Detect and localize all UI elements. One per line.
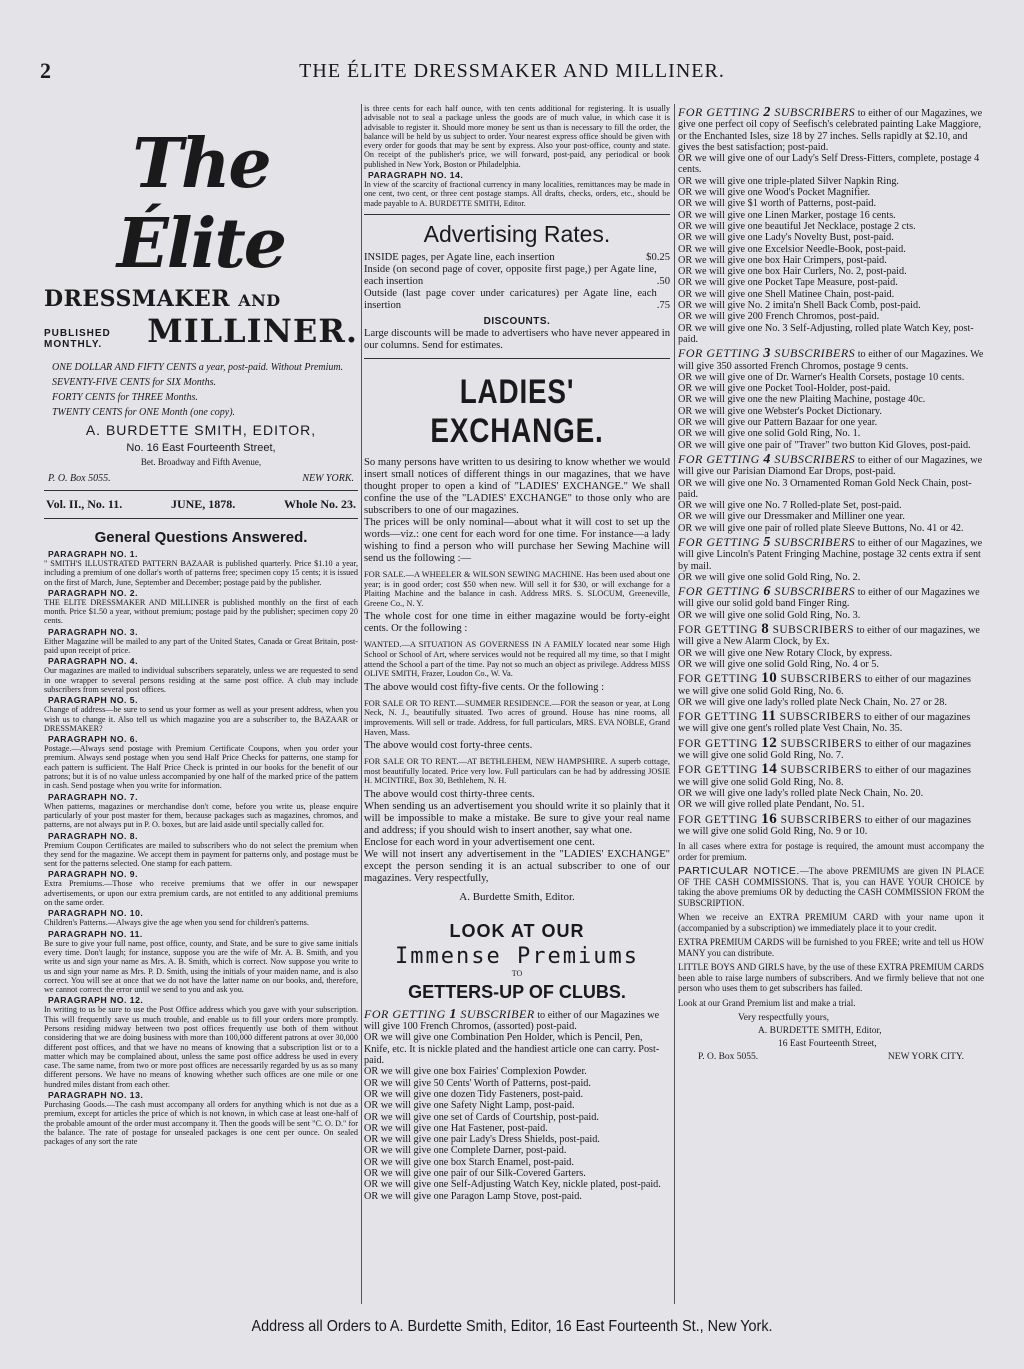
running-header (40, 58, 984, 88)
rate-label: Outside (last page cover under caricatures) per Agate line, each insertion (364, 287, 657, 311)
premium-item: OR we will give one solid Gold Ring, No. 2. (678, 571, 861, 583)
tier-head-text: FOR GETTING (364, 1006, 446, 1021)
exchange-prices: The prices will be only nominal—about what it will cost to set up the words—viz.: one cent for each word for one time. For instance—a lady wishing to find a person who will purchase her Sewing Machine will send us the following :— (364, 516, 670, 564)
discounts-text: Large discounts will be made to advertisers who have never appeared in our columns. Send for estimates. (364, 327, 670, 351)
paragraph-text: In writing to us be sure to use the Post Office address which you gave with your subscription. This will frequently save us much trouble, and enable us to fill your orders more promptly. Persons residing midway between two post offices frequently use both of them without considering that we are doing business with more than 100,000 different patrons at over 30,000 different post offices, and that we have no means of knowing that a subscription list or to a matter which may be complained about, unless the same post office address be used in every case. The same name, from two or more post offices are necessarily regarded by us as so many different persons. We have no means of knowing whether such offices are one mile or one hundred miles distant from each other. (44, 1005, 358, 1089)
tier-number: 14 (761, 761, 778, 778)
tier-items (678, 788, 984, 811)
closing-line: A. BURDETTE SMITH, Editor, (758, 1026, 882, 1037)
footer-address: Address all Orders to A. Burdette Smith, Editor, 16 East Fourteenth St., New York. (251, 1318, 773, 1335)
tier-head-text: FOR GETTING (678, 534, 760, 549)
tier-head-text: FOR GETTING (678, 624, 758, 637)
premium-item: OR we will give one Paragon Lamp Stove, post-paid. (364, 1190, 582, 1202)
paragraph-head: PARAGRAPH NO. 11. (48, 928, 143, 939)
tier-head (678, 105, 855, 119)
premium-item: OR we will give one dozen Tidy Fasteners, post-paid. (364, 1088, 584, 1100)
closing-city: NEW YORK CITY. (887, 1052, 964, 1063)
premium-item: OR we will give 50 Cents' Worth of Patterns, post-paid. (364, 1077, 591, 1089)
tier-word: SUBSCRIBERS (779, 711, 862, 724)
closing-block (678, 1012, 984, 1064)
tier-items (678, 648, 984, 671)
sample-ad: FOR SALE OR TO RENT.—SUMMER RESIDENCE.—FOR the season or year, at Long Neck, N. J., beautifully situated. Two acres of ground. House has nine rooms, all improvements. Will sell or trade. Address, for full particulars, MRS. EVA NOBLE, Grand Haven, Mass. (364, 698, 670, 737)
masthead-dressmaker (44, 286, 358, 312)
paragraph-head: PARAGRAPH NO. 12. (48, 995, 144, 1006)
tier-lead-text: to either of our Magazines, we will give our Parisian Diamond Ear Drops, post-paid. (678, 454, 983, 478)
paragraph-head: PARAGRAPH NO. 5. (48, 695, 138, 706)
divider (44, 518, 358, 519)
questions-title: General Questions Answered. (94, 529, 308, 546)
tier-lead-text: to either of our Magazines we will give our solid gold band Finger Ring. (678, 587, 980, 610)
paragraph-text: Extra Premiums.—Those who receive premiums that we offer in our newspaper advertisements, or upon our extra premium cards, are not entitled to any additional premiums on the same order. (44, 879, 358, 908)
premium-item: OR we will give one Complete Darner, post-paid. (364, 1145, 567, 1157)
premium-item: OR we will give one Shell Matinee Chain, post-paid. (678, 288, 895, 300)
editor-name: A. BURDETTE SMITH, EDITOR, (85, 422, 317, 438)
premium-item: OR we will give one triple-plated Silver Napkin Ring. (678, 175, 899, 187)
premium-item: OR we will give one solid Gold Ring, No. 3. (678, 609, 861, 621)
premium-item: OR we will give one lady's rolled plate Neck Chain, No. 27 or 28. (678, 696, 947, 708)
premium-item: OR we will give one solid Gold Ring, No. 4 or 5. (678, 658, 879, 670)
notice-head: PARTICULAR NOTICE. (678, 865, 800, 878)
column-rule (361, 104, 362, 1304)
address-between: Bet. Broadway and Fifth Avenue, (140, 457, 262, 467)
tier-lead-text: to either of our magazines we will give one solid Gold Ring, No. 8. (678, 765, 971, 788)
premium-item: OR we will give one Pocket Tool-Holder, post-paid. (678, 383, 891, 395)
premium-item: OR we will give one solid Gold Ring, No. 1. (678, 428, 861, 440)
paragraph-head: PARAGRAPH NO. 13. (48, 1090, 144, 1101)
all-cases-note: In all cases where extra for postage is required, the amount must accompany the order for premium. (678, 841, 984, 862)
tier-number: 12 (761, 734, 778, 751)
issue-line (44, 497, 358, 512)
extra-note: Look at our Grand Premium list and make a trial. (678, 997, 856, 1008)
premium-item: OR we will give one New Rotary Clock, by express. (678, 647, 893, 659)
paragraph-head: PARAGRAPH NO. 3. (48, 626, 138, 637)
extra-note: When we receive an EXTRA PREMIUM CARD with your name upon it (accompanied by a subscription) we immediately place it to your credit. (678, 912, 984, 933)
tier-lead-text: to either of our Magazines, we give one perfect oil copy of Seefisch's celebrated painting Lake Maggiore, or the Enchanted Isles, size 18 by 27 inches. Sells rapidly at $2.10, and gives the best satisfaction; post-paid. (678, 108, 983, 153)
tier-head-text: FOR GETTING (678, 711, 758, 724)
premium-item: OR we will give 200 French Chromos, post-paid. (678, 311, 880, 323)
tier-head-text: FOR GETTING (678, 451, 760, 466)
closing-line: 16 East Fourteenth Street, (778, 1039, 877, 1050)
masthead-logo: The Élite (116, 124, 286, 284)
paragraph-text: In view of the scarcity of fractional currency in many localities, remittances may be made in one cent, two cent, or three cent postage stamps. All drafts, checks, orders, etc., should be made payable to A. BURDETTE SMITH, Editor. (364, 180, 670, 208)
price-line: ONE DOLLAR AND FIFTY CENTS a year, post-paid. Without Premium. (52, 362, 344, 373)
paragraph-head: PARAGRAPH NO. 2. (48, 587, 138, 598)
premium-item: OR we will give one Webster's Pocket Dictionary. (678, 405, 882, 417)
premium-tier (364, 1006, 670, 1202)
exchange-closing: When sending us an advertisement you should write it so plainly that it will be impossible to make a mistake. Be sure to give your real name and address; if you should wish to insert another, say what one. (364, 800, 670, 836)
rate-price: $0.25 (646, 251, 670, 263)
tier-word: SUBSCRIBERS (780, 813, 863, 826)
getters-heading: GETTERS-UP OF CLUBS. (408, 981, 626, 1002)
premium-tier (678, 348, 984, 451)
rate-price: .50 (656, 275, 670, 287)
dressmaker-word: DRESSMAKER (44, 286, 231, 312)
ad-cost: The whole cost for one time in either magazine would be forty-eight cents. Or the following : (364, 611, 670, 635)
tier-lead (678, 348, 984, 372)
premium-tier (678, 761, 984, 811)
paragraph-text: When patterns, magazines or merchandise don't come, before you write us, please enquire particularly of your post master for them, because packages such as magazines, chromos, and patterns, are not always put in P. O. boxes, but are laid aside until specially called for. (44, 801, 358, 830)
tier-lead (678, 670, 984, 697)
divider (44, 490, 358, 491)
masthead (44, 124, 358, 484)
tier-number: 16 (761, 810, 778, 827)
tier-items (678, 572, 984, 583)
notice-text: —The above PREMIUMS are given IN PLACE OF THE CASH COMMISSIONS. That is, you can HAVE YOUR CHOICE by taking the above premiums OR by deducting the CASH COMMISSION FROM the SUBSCRIPTION. (678, 866, 984, 908)
sample-ad: FOR SALE OR TO RENT.—AT BETHLEHEM, NEW HAMPSHIRE. A superb cottage, most beautifully located. Price very low. Full particulars can be had by addressing JOSIE H. MCINTIRE, Box 30, Bethlehem, N. H. (364, 757, 670, 786)
tier-number: 1 (449, 1006, 457, 1022)
premium-tier (678, 734, 984, 762)
tier-word: SUBSCRIBERS (774, 584, 856, 599)
tier-items (678, 153, 984, 345)
exchange-title: LADIES' EXCHANGE. (430, 372, 604, 450)
subscription-prices (44, 360, 358, 420)
masthead-milliner: MILLINER. (147, 312, 358, 350)
paragraph-head: PARAGRAPH NO. 14. (368, 170, 464, 181)
tier-items (364, 1032, 670, 1201)
issue-date: JUNE, 1878. (170, 497, 236, 511)
rate-label: INSIDE pages, per Agate line, each insertion (364, 251, 555, 263)
premium-tier (678, 586, 984, 621)
tier-head (678, 452, 855, 466)
paragraph-text: Our magazines are mailed to individual subscribers separately, unless we are requested to send in one wrapper to several persons residing at the same post office. A club may include subscribers from several post offices. (44, 666, 358, 694)
extra-note: EXTRA PREMIUM CARDS will be furnished to you FREE; write and tell us HOW MANY you can distribute. (678, 937, 984, 958)
column-3 (678, 104, 984, 1314)
tier-head-text: FOR GETTING (678, 346, 760, 361)
tier-items (678, 697, 984, 708)
price-line: SEVENTY-FIVE CENTS for SIX Months. (52, 377, 216, 388)
premium-tier (678, 534, 984, 583)
ad-cost: The above would cost fifty-five cents. Or the following : (364, 681, 605, 693)
tier-lead-text: to either of our magazines we will give one solid Gold Ring, No. 9 or 10. (678, 814, 971, 837)
paragraph-head: PARAGRAPH NO. 6. (48, 734, 138, 745)
premium-item: OR we will give one lady's rolled plate Neck Chain, No. 20. (678, 787, 924, 799)
tier-number: 10 (761, 670, 778, 687)
tier-head-text: FOR GETTING (678, 673, 758, 686)
premium-item: OR we will give one Lady's Novelty Bust, post-paid. (678, 232, 894, 244)
tier-word: SUBSCRIBERS (780, 673, 863, 686)
paragraph-text: Children's Patterns.—Always give the age when you send for children's patterns. (44, 918, 309, 928)
monthly-word: MONTHLY. (44, 339, 103, 350)
tier-lead-text: to either of our Magazines, we will give Lincoln's Patent Fringing Machine, postage 32 cents extra if sent by mail. (678, 537, 983, 572)
tier-lead-text: to either of our magazines, we will give a New Alarm Clock, by Ex. (678, 625, 980, 648)
ad-cost: The above would cost forty-three cents. (364, 740, 533, 752)
po-box-line (44, 473, 358, 484)
tier-head (678, 584, 855, 598)
paragraph-head: PARAGRAPH NO. 9. (48, 869, 138, 880)
paragraph-text: Change of address—be sure to send us your former as well as your present address, when you wish us to change it. Also tell us which magazine you are a subscriber to, the BAZAAR or DRESSMAKER? (44, 705, 358, 733)
immense-heading: Immense Premiums (395, 943, 639, 969)
issue-volume: Vol. II., No. 11. (46, 497, 123, 511)
premium-item: OR we will give one of our Lady's Self Dress-Fitters, complete, postage 4 cents. (678, 153, 980, 176)
advertising-title: Advertising Rates. (423, 220, 611, 247)
to-heading: TO (511, 968, 523, 978)
premium-item: OR we will give one Hat Fastener, post-paid. (364, 1122, 548, 1134)
tier-lead-text: to either of our magazines we will give one solid Gold Ring, No. 7. (678, 738, 971, 762)
continued-text: is three cents for each half ounce, with ten cents additional for registering. It is usually advisable not to seal a package unless the goods are of much value, in which case it is advisable to register it. Should more money be sent us than is necessary to fill the order, the balance will be held by us subject to order. Your nearest express office should be given with every order for goods that may be sent by express. Also your post-office, county and state. On receipt of the publisher's price, we will forward, post-paid, any periodical or book published in New York, Boston or Philadelphia. (364, 104, 670, 169)
tier-word: SUBSCRIBERS (780, 764, 863, 777)
rate-label: Inside (on second page of cover, opposite first page,) per Agate line, each insertion (364, 263, 657, 287)
published-monthly (44, 328, 111, 350)
premium-item: OR we will give one Self-Adjusting Watch Key, nickle plated, post-paid. (364, 1179, 661, 1191)
rate-price: .75 (656, 299, 670, 311)
tier-lead (678, 734, 984, 762)
tier-lead (364, 1006, 670, 1033)
tier-lead-text: to either of our magazines we will give one gent's rolled plate Vest Chain, No. 35. (678, 712, 971, 735)
premium-item: OR we will give rolled plate Pendant, No. 51. (678, 799, 865, 811)
tier-lead (678, 534, 984, 572)
tier-items (678, 372, 984, 451)
premium-item: OR we will give one beautiful Jet Necklace, postage 2 cts. (678, 220, 916, 232)
premium-item: OR we will give one pair of "Traver" two button Kid Gloves, post-paid. (678, 439, 971, 451)
tier-word: SUBSCRIBERS (774, 534, 856, 549)
premium-item: OR we will give one Safety Night Lamp, post-paid. (364, 1100, 575, 1112)
look-heading: LOOK AT OUR (449, 920, 585, 941)
premium-item: OR we will give our Pattern Bazaar for one year. (678, 417, 878, 429)
tier-head (678, 535, 855, 549)
published-word: PUBLISHED (44, 328, 111, 339)
premium-item: OR we will give one the new Plaiting Machine, postage 40c. (678, 394, 926, 406)
price-line: TWENTY CENTS for ONE Month (one copy). (52, 407, 236, 418)
sample-ad: WANTED.—A SITUATION AS GOVERNESS IN A FAMILY located near some High School or School of Art, where services would not be required all my time, so that I might attend the School a part of the time. Pay not so much an object as privilege. Address MISS OLIVE SMITH, Frazer, Loudon Co., W. Va. (364, 640, 670, 679)
premium-item: OR we will give one box Hair Crimpers, post-paid. (678, 254, 887, 266)
premium-tier (678, 670, 984, 708)
tier-lead (678, 761, 984, 788)
column-rule (674, 104, 675, 1304)
rate-row (364, 264, 670, 288)
paragraph-text: THE ELITE DRESSMAKER AND MILLINER is published monthly on the first of each month. Price $1.50 a year, without premium; postage paid by the publisher; specimen copy 20 cents. (44, 597, 358, 626)
tier-head (678, 346, 855, 360)
premium-item: OR we will give one set of Cards of Courtship, post-paid. (364, 1111, 599, 1123)
tier-head (678, 621, 855, 638)
ad-cost: The above would cost thirty-three cents. (364, 788, 535, 800)
paragraph-text: Postage.—Always send postage with Premium Certificate Coupons, when you order your premium. Always send postage when you send Half Price Checks for patterns, one stamp for each pattern is sufficient. The Half Price Check is printed in our books for the benefit of our patrons; but it is of no value unless accompanied by one half of the marked price of the pattern in cash. Send postage when you write for information. (44, 744, 358, 791)
tier-head (678, 670, 863, 687)
paragraph-head: PARAGRAPH NO. 8. (48, 830, 138, 841)
tier-word: SUBSCRIBERS (774, 346, 856, 361)
premium-item: OR we will give one Pocket Tape Measure, post-paid. (678, 277, 898, 289)
premium-item: OR we will give one pair of our Silk-Covered Garters. (364, 1168, 586, 1180)
premium-item: OR we will give one Wood's Pocket Magnifier. (678, 187, 871, 199)
column-1 (44, 104, 358, 1314)
tier-word: SUBSCRIBER (460, 1006, 535, 1021)
sample-ad: FOR SALE.—A WHEELER & WILSON SEWING MACHINE. Has been used about one year; is in good order; cost $50 when new. Will sell it for $30, or will exchange for a Plaiting Machine and the balance in cash. Address MRS. S. SLOCUM, Greeneville, Greene Co., N. Y. (364, 569, 670, 608)
closing-po-line (678, 1051, 984, 1064)
masthead-row (44, 312, 358, 350)
city: NEW YORK. (302, 473, 354, 484)
closing-line: Very respectfully yours, (738, 1013, 830, 1024)
premium-item: OR we will give one of Dr. Warner's Health Corsets, postage 10 cents. (678, 371, 965, 383)
tier-lead (678, 810, 984, 838)
divider (364, 214, 670, 215)
tier-number: 4 (763, 451, 771, 467)
premium-tier (678, 708, 984, 735)
premium-tier (678, 621, 984, 670)
paragraph-head: PARAGRAPH NO. 1. (48, 549, 138, 559)
particular-notice (678, 866, 984, 908)
tier-head-text: FOR GETTING (678, 584, 760, 599)
rate-row (364, 252, 670, 264)
exchange-signature: A. Burdette Smith, Editor. (459, 890, 575, 903)
divider (364, 358, 670, 359)
tier-head (678, 761, 863, 778)
tier-word: SUBSCRIBERS (772, 624, 855, 637)
premium-tier (678, 107, 984, 345)
paragraph-text: Either Magazine will be mailed to any part of the United States, Canada or Great Britain, post-paid upon receipt of price. (44, 636, 358, 656)
tier-number: 2 (763, 105, 771, 120)
tier-lead (678, 621, 984, 648)
rates-table (364, 252, 670, 312)
editor-address: No. 16 East Fourteenth Street, (126, 442, 276, 454)
tier-head-text: FOR GETTING (678, 105, 760, 119)
discounts-title: DISCOUNTS. (483, 315, 551, 327)
premium-item: OR we will give No. 2 imita'n Shell Back Comb, post-paid. (678, 300, 921, 312)
tier-head-text: FOR GETTING (678, 737, 758, 750)
paragraph-text: " SMITH'S ILLUSTRATED PATTERN BAZAAR is published quarterly. Price $1.10 a year, including a premium of one dollar's worth of patterns free; specimen copy 15 cents; it is issued on the first of March, June, September and December; postage paid by the publisher. (44, 559, 358, 587)
tier-number: 11 (761, 708, 777, 725)
tier-head-text: FOR GETTING (678, 813, 758, 826)
exchange-closing: We will not insert any advertisement in the "LADIES' EXCHANGE" except the person sending it is an actual subscriber to one of our magazines. Very respectfully, (364, 848, 670, 884)
issue-whole: Whole No. 23. (284, 497, 356, 511)
premium-item: OR we will give our Dressmaker and Milliner one year. (678, 511, 905, 523)
po-box: P. O. Box 5055. (48, 473, 111, 484)
tier-lead-text: to either of our magazines we will give one solid Gold Ring, No. 6. (678, 674, 971, 697)
extra-note: LITTLE BOYS AND GIRLS have, by the use of these EXTRA PREMIUM CARDS been able to raise large numbers of subscribers. And we firmly believe that not one person who uses them to get subscribers has failed. (678, 962, 984, 994)
premium-tier (678, 810, 984, 838)
paragraph-head: PARAGRAPH NO. 10. (48, 908, 144, 919)
tier-word: SUBSCRIBERS (774, 451, 856, 466)
premium-item: OR we will give one No. 3 Ornamented Roman Gold Neck Chain, post-paid. (678, 477, 972, 500)
premium-item: OR we will give one box Fairies' Complexion Powder. (364, 1066, 587, 1078)
exchange-intro: So many persons have written to us desiring to know whether we would insert small notices of different things in our magazines, that we have thought proper to open a kind of "LADIES' EXCHANGE." We shall confine the use of the "LADIES' EXCHANGE" to those only who are subscribers to one of our magazines. (364, 456, 670, 516)
tier-head (678, 810, 863, 827)
tier-head (364, 1007, 535, 1021)
premium-item: OR we will give one pair Lady's Dress Shields, post-paid. (364, 1134, 600, 1146)
exchange-closing: Enclose for each word in your advertisement one cent. (364, 836, 595, 848)
tier-number: 6 (763, 584, 771, 600)
premium-item: OR we will give one No. 7 Rolled-plate Set, post-paid. (678, 500, 902, 512)
premium-item: OR we will give one pair of rolled plate Sleeve Buttons, No. 41 or 42. (678, 522, 964, 534)
paragraph-head: PARAGRAPH NO. 4. (48, 656, 138, 667)
questions-list (44, 549, 358, 1147)
tier-word: SUBSCRIBERS (774, 105, 856, 119)
tier-lead (678, 451, 984, 478)
premium-item: OR we will give one Linen Marker, postage 16 cents. (678, 209, 896, 221)
premium-item: OR we will give one box Starch Enamel, post-paid. (364, 1156, 574, 1168)
paragraph-text: Be sure to give your full name, post office, county, and State, and be sure to give same initials every time. Don't laugh; for instance, suppose you are the wife of Mr. A. B. Smith, and you write us and sign your name as Mrs. A. B. Smith, which is correct. Now suppose you write to us and sign your name as Mrs. P. D. Smith, using the initials of your maiden name, and is also correct. You will see at once that we do not have the latter name on our books, and, therefore, we cannot correct the error until we send to you and ask you. (44, 938, 358, 995)
tier-head (678, 708, 862, 725)
tier-number: 5 (763, 534, 771, 550)
premium-item: OR we will give one Excelsior Needle-Book, post-paid. (678, 243, 906, 255)
premium-item: OR we will give one box Hair Curlers, No. 2, post-paid. (678, 266, 907, 278)
premium-item: OR we will give one No. 3 Self-Adjusting, rolled plate Watch Key, post-paid. (678, 322, 974, 345)
tier-number: 8 (761, 621, 770, 638)
column-2 (364, 104, 670, 1314)
premium-tier (678, 451, 984, 534)
paragraph-text: Premium Coupon Certificates are mailed to subscribers who do not select the premium when they send for the magazine. We accept them in payment for patterns only, and postage must be sent for the patterns selected. One stamp for each pattern. (44, 840, 358, 869)
rate-row (364, 288, 670, 312)
paragraph-text: Purchasing Goods.—The cash must accompany all orders for anything which is not due as a premium, except for articles the price of which is not known, in which case at least one-half of the probable amount of the order must accompany it. Then the goods will be sent "C. O. D." for the balance. The rate of postage for unsealed packages is one cent per ounce. On sealed packages of any sort the rate (44, 1100, 358, 1147)
premium-tiers (678, 107, 984, 837)
tier-lead (678, 586, 984, 610)
tier-lead-text: to either of our Magazines we will give 100 French Chromos, (assorted) post-paid. (364, 1009, 660, 1033)
tier-word: SUBSCRIBERS (780, 737, 863, 750)
paragraph-head: PARAGRAPH NO. 7. (48, 791, 138, 802)
and-word: AND (238, 291, 281, 310)
page-number: 2 (40, 58, 51, 83)
tier-number: 3 (763, 346, 771, 362)
tier-lead (678, 708, 984, 735)
tier-lead-text: to either of our Magazines. We will give 350 assorted French Chromos, postage 9 cents. (678, 349, 984, 372)
premium-item: OR we will give one Combination Pen Holder, which is Pencil, Pen, Knife, etc. It is nickle plated and the handiest article one can carry. Post-paid. (364, 1032, 660, 1067)
tier-items (678, 610, 984, 621)
tier-head (678, 734, 863, 751)
running-title: THE ÉLITE DRESSMAKER AND MILLINER. (299, 60, 725, 82)
tier-items (678, 478, 984, 534)
tier-head-text: FOR GETTING (678, 764, 758, 777)
price-line: FORTY CENTS for THREE Months. (52, 392, 198, 403)
tier-lead (678, 107, 984, 153)
closing-po: P. O. Box 5055. (698, 1052, 759, 1063)
premium-item: OR we will give $1 worth of Patterns, post-paid. (678, 198, 877, 210)
